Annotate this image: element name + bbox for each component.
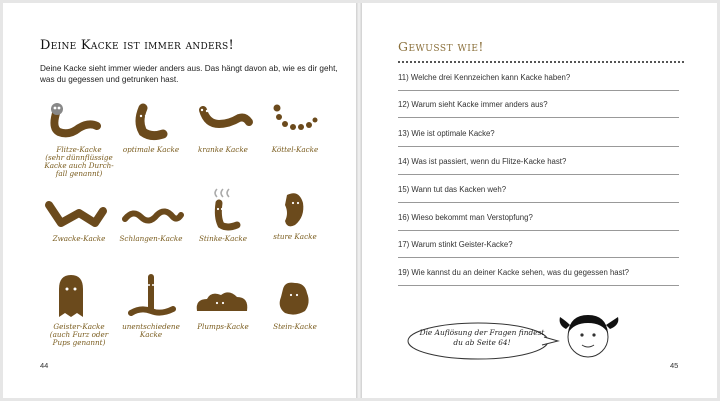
stinke-kacke-icon [183, 185, 263, 235]
zwacke-kacke-icon [39, 193, 119, 235]
poop-card [111, 271, 191, 341]
poop-label: Zwacke-Kacke [52, 234, 106, 243]
poop-card [255, 187, 335, 257]
page-number: 45 [670, 361, 679, 370]
poop-label: Stein-Kacke [273, 322, 317, 331]
question-item: 19) Wie kannst du an deiner Kacke sehen, was du gegessen hast? [398, 268, 679, 286]
plumps-kacke-icon [183, 271, 263, 321]
bubble-text: Die Auflösung der Fragen findest du ab Seite 64! [419, 328, 545, 347]
intro-text: Deine Kacke sieht immer wieder anders aus. Das hängt davon ab, wie es dir geht, was du gegessen und getrunken hast. [40, 64, 338, 84]
page-title: Gewusst wie! [398, 39, 484, 54]
question-item: 11) Welche drei Kennzeichen kann Kacke haben? [398, 73, 679, 91]
unentschiedene-kacke-icon [111, 271, 191, 321]
schlangen-kacke-icon [111, 193, 191, 235]
question-item: 13) Wie ist optimale Kacke? [398, 129, 679, 147]
kranke-kacke-icon [183, 98, 263, 148]
page-number: 44 [40, 361, 49, 370]
optimale-kacke-icon [111, 98, 191, 148]
question-item: 16) Wieso bekommt man Verstopfung? [398, 213, 679, 231]
speech-bubble [406, 319, 556, 364]
poop-card [39, 193, 119, 263]
poop-card [111, 98, 191, 168]
page-title: Deine Kacke ist immer anders! [40, 38, 234, 53]
poop-label: Plumps-Kacke [197, 322, 249, 331]
right-page [362, 3, 717, 398]
poop-label: Geister-Kacke (auch Furz oder Pups genannt) [49, 322, 109, 347]
poop-label: optimale Kacke [122, 145, 180, 154]
question-item: 17) Warum stinkt Geister-Kacke? [398, 240, 679, 258]
dotted-divider [398, 61, 684, 63]
geister-kacke-icon [39, 271, 119, 321]
poop-card [39, 271, 119, 347]
koettel-kacke-icon [255, 98, 335, 148]
poop-card [255, 271, 335, 341]
poop-label: Stinke-Kacke [198, 234, 248, 243]
poop-card [39, 98, 119, 178]
stein-kacke-icon [255, 271, 335, 321]
poop-label: Köttel-Kacke [271, 145, 319, 154]
poop-card [183, 98, 263, 168]
poop-card [183, 185, 263, 255]
girl-character-icon [558, 303, 628, 363]
poop-label: sture Kacke [273, 232, 317, 241]
poop-label: kranke Kacke [198, 145, 248, 154]
poop-label: Schlangen-Kacke [119, 234, 183, 243]
question-item: 12) Warum sieht Kacke immer anders aus? [398, 100, 679, 118]
question-item: 14) Was ist passiert, wenn du Flitze-Kacke hast? [398, 157, 679, 175]
question-item: 15) Wann tut das Kacken weh? [398, 185, 679, 203]
poop-label: unentschiedene Kacke [122, 322, 180, 339]
poop-card [255, 98, 335, 168]
poop-card [111, 193, 191, 263]
left-page [3, 3, 356, 398]
flitze-kacke-icon [39, 98, 119, 148]
poop-card [183, 271, 263, 341]
poop-label: Flitze-Kacke (sehr dünnflüssige Kacke auch Durch- fall genannt) [44, 145, 114, 178]
sture-kacke-icon [255, 187, 335, 233]
